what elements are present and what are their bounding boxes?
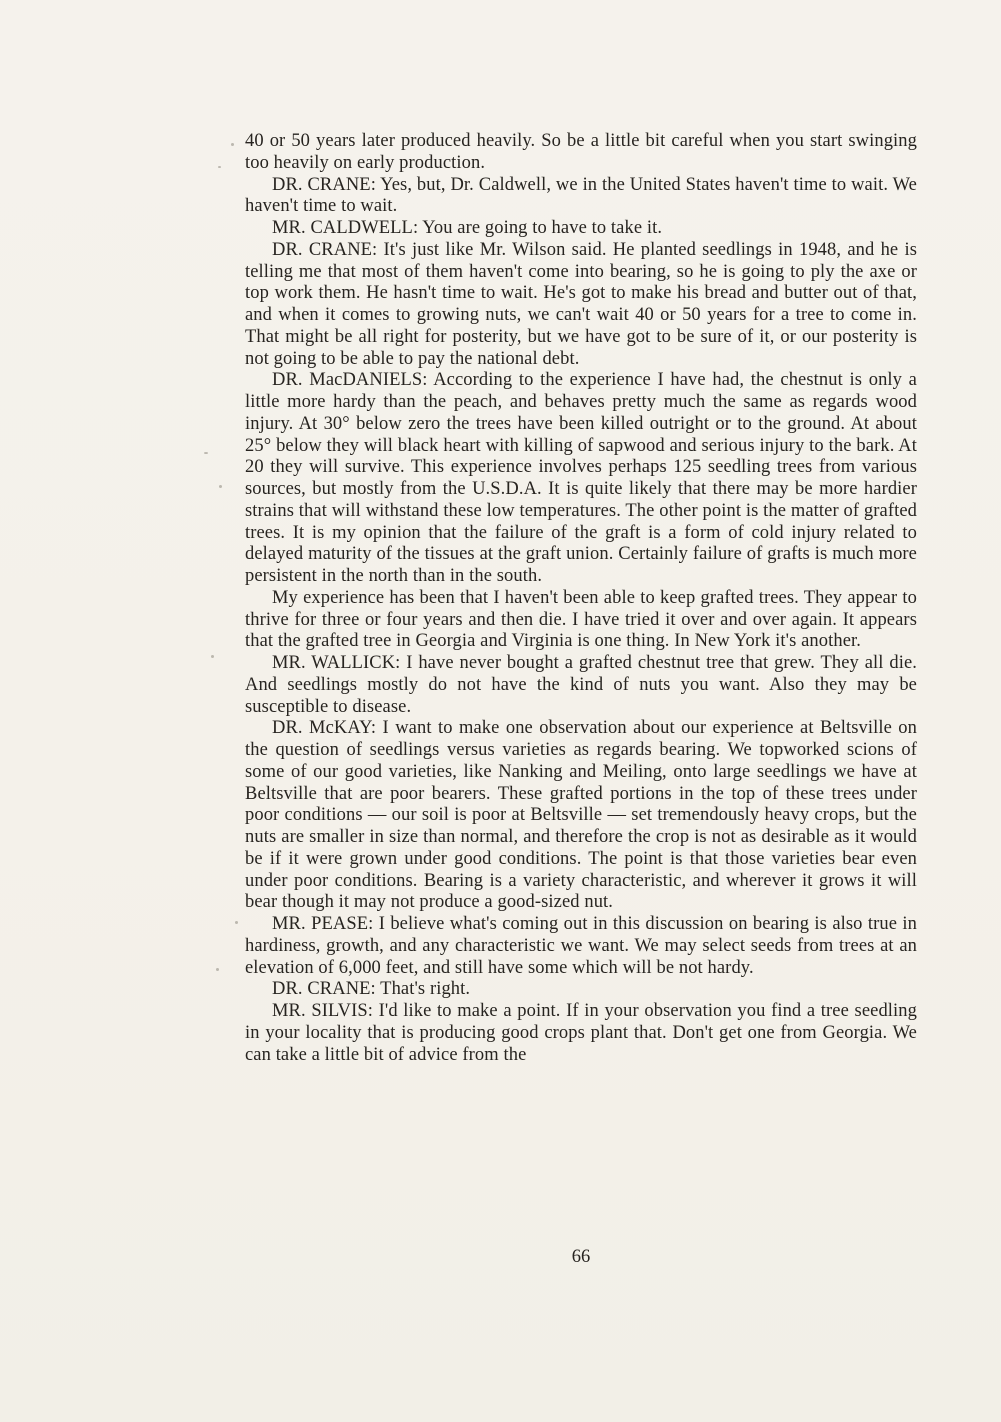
scan-speck xyxy=(218,166,221,168)
paragraph: My experience has been that I haven't been able to keep grafted trees. They appear to thrive for three or four years and then die. I have tried it over and over again. It appears that the grafted tree in Georgia and Virginia is one thing. In New York it's another. xyxy=(245,587,917,652)
paragraph: MR. SILVIS: I'd like to make a point. If in your observation you find a tree seedling in your locality that is producing good crops plant that. Don't get one from Georgia. We can take a little bit of advice from the xyxy=(245,1001,917,1065)
scan-speck xyxy=(231,143,234,146)
scan-speck xyxy=(219,485,222,488)
scan-speck xyxy=(216,968,219,971)
scan-speck xyxy=(235,921,238,924)
paragraph: DR. McKAY: I want to make one observation about our experience at Beltsville on the question of seedlings versus varieties as regards bearing. We topworked scions of some of our good varieties, like Nanking and Meiling, onto large seedlings we have at Beltsville that are poor bearers. These grafted portions in the top of these trees under poor conditions — our soil is poor at Beltsville — set tremendously heavy crops, but the nuts are smaller in size than normal, and therefore the crop is not as desirable as it would be if it were grown under good conditions. The point is that those varieties bear even under poor conditions. Bearing is a variety characteristic, and wherever it grows it will bear though it may not produce a good-sized nut. xyxy=(245,718,917,913)
paragraph: MR. PEASE: I believe what's coming out in this discussion on bearing is also true in hardiness, growth, and any characteristic we want. We may select seeds from trees at an elevation of 6,000 feet, and still have some which will be not hardy. xyxy=(245,914,917,978)
paragraph: DR. CRANE: Yes, but, Dr. Caldwell, we in the United States haven't time to wait. We haven't time to wait. xyxy=(245,174,917,217)
scan-speck xyxy=(211,655,214,658)
paragraph: DR. MacDANIELS: According to the experience I have had, the chestnut is only a little more hardy than the peach, and behaves pretty much the same as regards wood injury. At 30° below zero the trees have been killed outright or to the ground. At about 25° below they will black heart with killing of sapwood and serious injury to the bark. At 20 they will survive. This experience involves perhaps 125 seedling trees from various sources, but mostly from the U.S.D.A. It is quite likely that there may be more hardier strains that will withstand these low temperatures. The other point is the matter of grafted trees. It is my opinion that the failure of the graft is a form of cold injury related to delayed maturity of the tissues at the graft union. Certainly failure of grafts is much more persistent in the north than in the south. xyxy=(245,370,917,586)
paragraph: MR. CALDWELL: You are going to have to take it. xyxy=(272,218,663,238)
page-number: 66 xyxy=(571,1247,591,1267)
page-text xyxy=(245,131,917,1066)
paragraph: DR. CRANE: It's just like Mr. Wilson said. He planted seedlings in 1948, and he is telling me that most of them haven't come into bearing, so he is going to ply the axe or top work them. He hasn't time to wait. He's got to make his bread and butter out of that, and when it comes to growing nuts, we can't wait 40 or 50 years for a tree to come in. That might be all right for posterity, but we have got to be sure of it, or our posterity is not going to be able to pay the national debt. xyxy=(245,239,917,369)
scan-speck xyxy=(204,452,208,454)
paragraph: 40 or 50 years later produced heavily. So be a little bit careful when you start swinging too heavily on early production. xyxy=(245,131,917,173)
paragraph: DR. CRANE: That's right. xyxy=(272,979,471,1000)
paragraph: MR. WALLICK: I have never bought a grafted chestnut tree that grew. They all die. And seedlings mostly do not have the kind of nuts you want. Also they may be susceptible to disease. xyxy=(245,653,917,717)
